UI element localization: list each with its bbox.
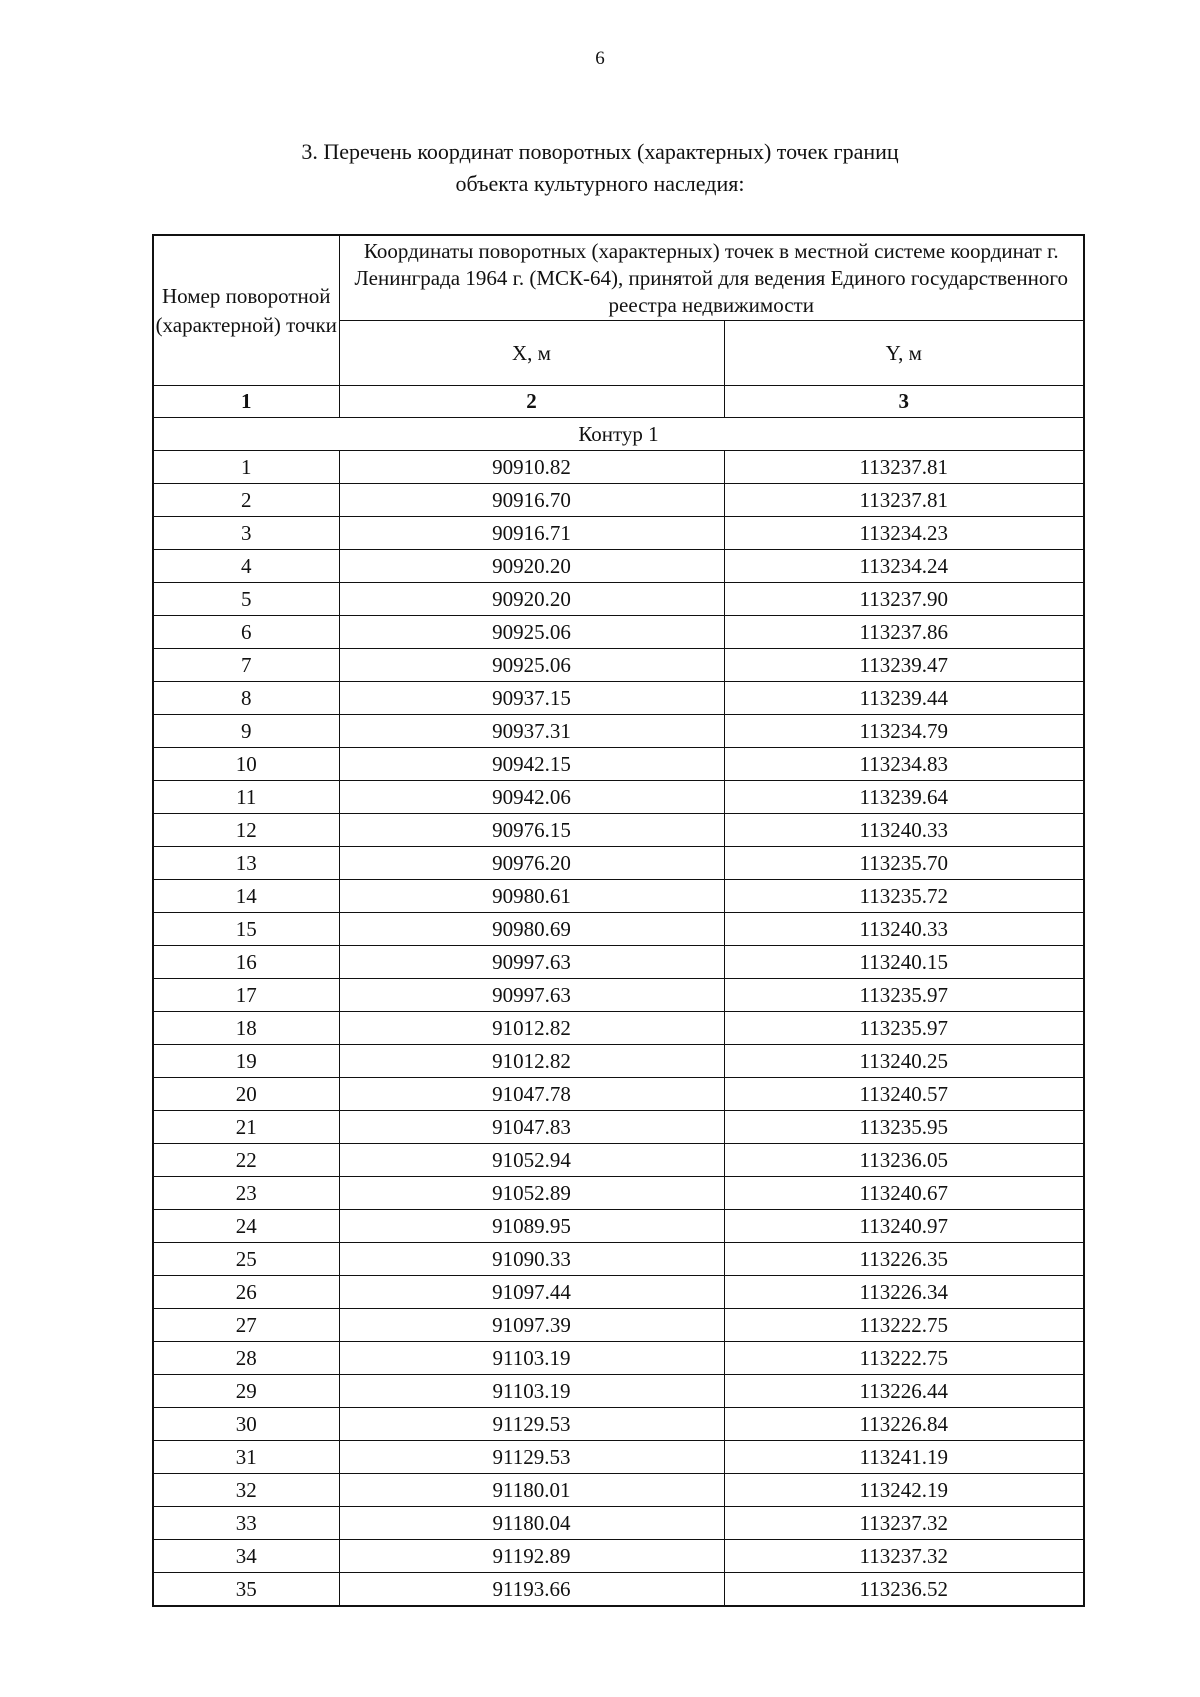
point-number-cell: 9 <box>153 715 339 748</box>
table-row <box>153 1078 1084 1111</box>
table-row <box>153 1408 1084 1441</box>
x-coordinate-cell: 91097.39 <box>339 1309 724 1342</box>
y-header: Y, м <box>724 321 1084 386</box>
y-coordinate-cell: 113237.86 <box>724 616 1084 649</box>
table-row <box>153 1507 1084 1540</box>
point-number-cell: 1 <box>153 451 339 484</box>
coordinates-header: Координаты поворотных (характерных) точек в местной системе координат г. Ленинграда 1964 г. (МСК-64), принятой для ведения Единого государственного реестра недвижимости <box>339 235 1084 321</box>
table-row <box>153 1144 1084 1177</box>
point-number-cell: 28 <box>153 1342 339 1375</box>
point-number-cell: 12 <box>153 814 339 847</box>
x-coordinate-cell: 91192.89 <box>339 1540 724 1573</box>
y-coordinate-cell: 113236.52 <box>724 1573 1084 1607</box>
y-coordinate-cell: 113226.34 <box>724 1276 1084 1309</box>
x-coordinate-cell: 90925.06 <box>339 616 724 649</box>
point-number-cell: 22 <box>153 1144 339 1177</box>
x-coordinate-cell: 90916.71 <box>339 517 724 550</box>
y-coordinate-cell: 113236.05 <box>724 1144 1084 1177</box>
y-coordinate-cell: 113235.97 <box>724 1012 1084 1045</box>
x-coordinate-cell: 91012.82 <box>339 1045 724 1078</box>
column-number: 2 <box>339 386 724 418</box>
header-row <box>153 235 1084 321</box>
x-coordinate-cell: 91052.94 <box>339 1144 724 1177</box>
y-coordinate-cell: 113235.95 <box>724 1111 1084 1144</box>
x-coordinate-cell: 90997.63 <box>339 979 724 1012</box>
y-coordinate-cell: 113226.84 <box>724 1408 1084 1441</box>
point-number-header: Номер поворотной (характерной) точки <box>153 235 339 386</box>
x-header: X, м <box>339 321 724 386</box>
y-coordinate-cell: 113240.97 <box>724 1210 1084 1243</box>
point-number-cell: 34 <box>153 1540 339 1573</box>
table-row <box>153 913 1084 946</box>
table-row <box>153 979 1084 1012</box>
x-coordinate-cell: 91047.78 <box>339 1078 724 1111</box>
y-coordinate-cell: 113240.57 <box>724 1078 1084 1111</box>
heading-line-2: объекта культурного наследия: <box>455 171 745 196</box>
y-coordinate-cell: 113240.15 <box>724 946 1084 979</box>
point-number-cell: 30 <box>153 1408 339 1441</box>
coordinates-table <box>152 234 1085 1607</box>
y-coordinate-cell: 113237.90 <box>724 583 1084 616</box>
y-coordinate-cell: 113239.44 <box>724 682 1084 715</box>
point-number-cell: 7 <box>153 649 339 682</box>
table-row <box>153 583 1084 616</box>
table-row <box>153 649 1084 682</box>
point-number-cell: 16 <box>153 946 339 979</box>
y-coordinate-cell: 113240.25 <box>724 1045 1084 1078</box>
table-row <box>153 1210 1084 1243</box>
column-number: 1 <box>153 386 339 418</box>
point-number-cell: 4 <box>153 550 339 583</box>
point-number-cell: 18 <box>153 1012 339 1045</box>
table-row <box>153 1573 1084 1607</box>
table-row <box>153 1276 1084 1309</box>
point-number-cell: 21 <box>153 1111 339 1144</box>
x-coordinate-cell: 91047.83 <box>339 1111 724 1144</box>
x-coordinate-cell: 91193.66 <box>339 1573 724 1607</box>
point-number-cell: 11 <box>153 781 339 814</box>
y-coordinate-cell: 113240.67 <box>724 1177 1084 1210</box>
y-coordinate-cell: 113222.75 <box>724 1309 1084 1342</box>
x-coordinate-cell: 90976.20 <box>339 847 724 880</box>
point-number-cell: 23 <box>153 1177 339 1210</box>
point-number-cell: 6 <box>153 616 339 649</box>
table-row <box>153 748 1084 781</box>
table-row <box>153 814 1084 847</box>
table-row <box>153 847 1084 880</box>
table-row <box>153 1111 1084 1144</box>
x-coordinate-cell: 91089.95 <box>339 1210 724 1243</box>
point-number-cell: 17 <box>153 979 339 1012</box>
y-coordinate-cell: 113235.97 <box>724 979 1084 1012</box>
y-coordinate-cell: 113237.81 <box>724 451 1084 484</box>
contour-row <box>153 418 1084 451</box>
x-coordinate-cell: 91129.53 <box>339 1408 724 1441</box>
y-coordinate-cell: 113235.70 <box>724 847 1084 880</box>
x-coordinate-cell: 90980.69 <box>339 913 724 946</box>
x-coordinate-cell: 90942.06 <box>339 781 724 814</box>
point-number-cell: 33 <box>153 1507 339 1540</box>
x-coordinate-cell: 91103.19 <box>339 1375 724 1408</box>
point-number-cell: 2 <box>153 484 339 517</box>
table-row <box>153 715 1084 748</box>
y-coordinate-cell: 113234.23 <box>724 517 1084 550</box>
table-row <box>153 1177 1084 1210</box>
table-row <box>153 1441 1084 1474</box>
x-coordinate-cell: 90997.63 <box>339 946 724 979</box>
point-number-cell: 32 <box>153 1474 339 1507</box>
x-coordinate-cell: 90910.82 <box>339 451 724 484</box>
y-coordinate-cell: 113237.81 <box>724 484 1084 517</box>
table-row <box>153 946 1084 979</box>
point-number-cell: 31 <box>153 1441 339 1474</box>
y-coordinate-cell: 113234.79 <box>724 715 1084 748</box>
table-row <box>153 1474 1084 1507</box>
table-row <box>153 1045 1084 1078</box>
x-coordinate-cell: 90920.20 <box>339 550 724 583</box>
point-number-cell: 20 <box>153 1078 339 1111</box>
x-coordinate-cell: 91012.82 <box>339 1012 724 1045</box>
x-coordinate-cell: 90916.70 <box>339 484 724 517</box>
point-number-cell: 25 <box>153 1243 339 1276</box>
y-coordinate-cell: 113240.33 <box>724 814 1084 847</box>
point-number-cell: 24 <box>153 1210 339 1243</box>
x-coordinate-cell: 91103.19 <box>339 1342 724 1375</box>
x-coordinate-cell: 90937.15 <box>339 682 724 715</box>
table-row <box>153 682 1084 715</box>
table-row <box>153 1540 1084 1573</box>
heading-line-1: 3. Перечень координат поворотных (характерных) точек границ <box>301 139 899 164</box>
point-number-cell: 13 <box>153 847 339 880</box>
y-coordinate-cell: 113234.83 <box>724 748 1084 781</box>
point-number-cell: 14 <box>153 880 339 913</box>
table-row <box>153 880 1084 913</box>
page-number: 6 <box>595 48 605 69</box>
y-coordinate-cell: 113235.72 <box>724 880 1084 913</box>
column-numbers-row <box>153 386 1084 418</box>
point-number-cell: 29 <box>153 1375 339 1408</box>
table-row <box>153 1375 1084 1408</box>
x-coordinate-cell: 91090.33 <box>339 1243 724 1276</box>
y-coordinate-cell: 113239.64 <box>724 781 1084 814</box>
x-coordinate-cell: 91052.89 <box>339 1177 724 1210</box>
table-row <box>153 1342 1084 1375</box>
point-number-cell: 10 <box>153 748 339 781</box>
point-number-cell: 35 <box>153 1573 339 1607</box>
table-row <box>153 1012 1084 1045</box>
contour-label: Контур 1 <box>153 418 1084 451</box>
table-row <box>153 616 1084 649</box>
x-coordinate-cell: 90925.06 <box>339 649 724 682</box>
y-coordinate-cell: 113226.44 <box>724 1375 1084 1408</box>
x-coordinate-cell: 91180.04 <box>339 1507 724 1540</box>
y-coordinate-cell: 113240.33 <box>724 913 1084 946</box>
point-number-cell: 27 <box>153 1309 339 1342</box>
x-coordinate-cell: 91097.44 <box>339 1276 724 1309</box>
y-coordinate-cell: 113222.75 <box>724 1342 1084 1375</box>
y-coordinate-cell: 113226.35 <box>724 1243 1084 1276</box>
table-row <box>153 1309 1084 1342</box>
x-coordinate-cell: 90920.20 <box>339 583 724 616</box>
y-coordinate-cell: 113242.19 <box>724 1474 1084 1507</box>
point-number-cell: 26 <box>153 1276 339 1309</box>
point-number-cell: 5 <box>153 583 339 616</box>
section-heading <box>0 136 1200 200</box>
y-coordinate-cell: 113237.32 <box>724 1507 1084 1540</box>
y-coordinate-cell: 113237.32 <box>724 1540 1084 1573</box>
x-coordinate-cell: 90980.61 <box>339 880 724 913</box>
y-coordinate-cell: 113241.19 <box>724 1441 1084 1474</box>
table-row <box>153 451 1084 484</box>
x-coordinate-cell: 91180.01 <box>339 1474 724 1507</box>
table-row <box>153 1243 1084 1276</box>
table-row <box>153 781 1084 814</box>
point-number-cell: 3 <box>153 517 339 550</box>
table-row <box>153 550 1084 583</box>
point-number-cell: 8 <box>153 682 339 715</box>
column-number: 3 <box>724 386 1084 418</box>
x-coordinate-cell: 90937.31 <box>339 715 724 748</box>
x-coordinate-cell: 90942.15 <box>339 748 724 781</box>
point-number-cell: 15 <box>153 913 339 946</box>
y-coordinate-cell: 113234.24 <box>724 550 1084 583</box>
x-coordinate-cell: 91129.53 <box>339 1441 724 1474</box>
table-row <box>153 484 1084 517</box>
point-number-cell: 19 <box>153 1045 339 1078</box>
table-row <box>153 517 1084 550</box>
x-coordinate-cell: 90976.15 <box>339 814 724 847</box>
y-coordinate-cell: 113239.47 <box>724 649 1084 682</box>
